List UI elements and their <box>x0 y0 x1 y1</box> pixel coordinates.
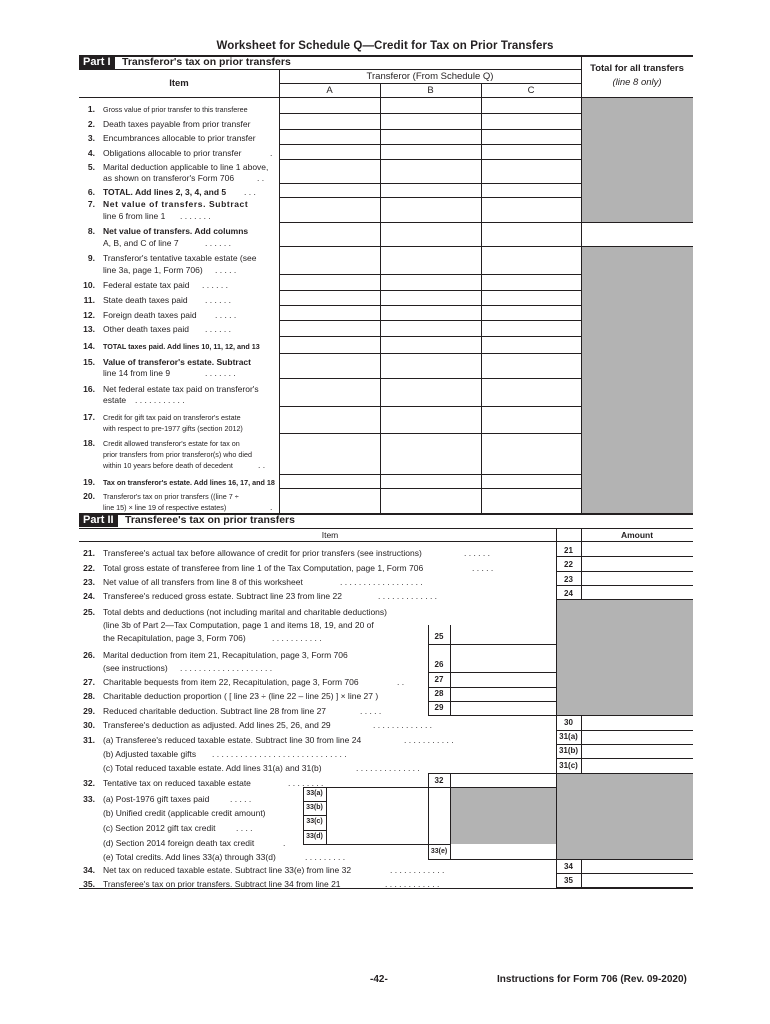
total-subheader: (line 8 only) <box>612 77 662 88</box>
part2-bottom-rule <box>79 888 693 889</box>
line-number: 29. <box>83 706 95 716</box>
leader-dots: . . . . . . . <box>205 368 236 378</box>
leader-dots: . <box>283 838 286 848</box>
line-number: 18. <box>83 438 95 448</box>
line-text-2: line 14 from line 9 <box>103 368 171 378</box>
line-text: Net federal estate tax paid on transferor's <box>103 384 259 394</box>
row-rule <box>428 687 556 688</box>
line-number: 27. <box>83 677 95 687</box>
row-rule <box>279 305 581 306</box>
line-number: 12. <box>83 310 95 320</box>
row-rule <box>556 571 693 572</box>
line-text-2: (see instructions) <box>103 663 168 673</box>
line-number: 32. <box>83 778 95 788</box>
part1-header-rule <box>79 69 581 70</box>
inner-shade <box>450 787 556 844</box>
leader-dots: . . <box>397 677 405 687</box>
line-text: TOTAL. Add lines 2, 3, 4, and 5 <box>103 187 227 197</box>
line-number: 6. <box>87 187 95 197</box>
leader-dots: . . . <box>244 187 256 197</box>
amount-shade-mid <box>557 599 693 715</box>
line-text-2: prior transfers from prior transferor(s) who died <box>103 450 252 459</box>
line-number: 19. <box>83 477 95 487</box>
row-rule <box>279 144 581 145</box>
line-text: Credit allowed transferor's estate for tax on <box>103 439 240 448</box>
line-text: Value of transferor's estate. Subtract <box>103 357 251 367</box>
line-number: 15. <box>83 357 95 367</box>
line-number: 28. <box>83 691 95 701</box>
leader-dots: . . . . . <box>360 706 382 716</box>
total-header: Total for all transfers <box>590 63 684 74</box>
line-box-number: 31(b) <box>558 746 579 755</box>
form-footer: Instructions for Form 706 (Rev. 09-2020) <box>497 974 687 985</box>
leader-dots: . . . . . . . . . . . . <box>390 865 445 875</box>
row-rule <box>428 859 693 860</box>
line-text: Obligations allocable to prior transfer <box>103 148 242 158</box>
col-b-left-line <box>380 83 381 513</box>
part1-label: Part I <box>79 56 115 69</box>
line-box-number: 33(e) <box>430 848 448 855</box>
line-box-number: 29 <box>434 703 444 712</box>
part2-title: Transferee's tax on prior transfers <box>125 514 295 526</box>
row-rule <box>556 730 693 731</box>
line-number: 17. <box>83 412 95 422</box>
row-rule <box>279 183 581 184</box>
column-a-header: A <box>326 85 333 96</box>
line-number: 23. <box>83 577 95 587</box>
part2-header-bottom <box>79 541 693 542</box>
leader-dots: . . <box>258 460 266 470</box>
leader-dots: . . . . . . <box>202 280 228 290</box>
leader-dots: . . . . . <box>472 563 494 573</box>
row-rule <box>428 715 693 716</box>
line-text: Reduced charitable deduction. Subtract line 28 from line 27 <box>103 706 327 716</box>
midbox-right-line <box>450 625 451 716</box>
row-rule <box>279 197 581 198</box>
line-number: 11. <box>83 295 95 305</box>
line-box-number: 25 <box>434 632 444 641</box>
row-rule <box>428 644 556 645</box>
line-text-3: the Recapitulation, page 3, Form 706) <box>103 633 246 643</box>
line-number: 33. <box>83 794 95 804</box>
leader-dots: . . . . . . . . . . . <box>135 395 185 405</box>
line-text: Foreign death taxes paid <box>103 310 197 320</box>
line-box-number: 23 <box>564 575 573 584</box>
total-shade-upper <box>582 98 693 222</box>
line-text-2: (line 3b of Part 2—Tax Computation, page 1 and items 18, 19, and 20 of <box>103 620 374 630</box>
item-header: Item <box>169 78 189 89</box>
leader-dots: . . . . . . . . . . . . . . <box>356 763 420 773</box>
line-box-number: 24 <box>564 589 573 598</box>
line-text: Total debts and deductions (not including marital and charitable deductions) <box>103 607 387 617</box>
part2-item-header: Item <box>321 530 339 540</box>
leader-dots: . . . . <box>236 823 253 833</box>
line-text: State death taxes paid <box>103 295 188 305</box>
row-rule <box>279 433 581 434</box>
line-box-number: 31(c) <box>559 761 578 770</box>
leader-dots: . <box>270 148 273 158</box>
leader-dots: . . . . . . <box>205 295 231 305</box>
line-number: 2. <box>87 119 95 129</box>
col-a-left-line <box>279 69 280 513</box>
line-number: 9. <box>87 253 95 263</box>
row-rule <box>279 222 693 223</box>
line-box-number: 27 <box>434 675 444 684</box>
row-rule <box>556 873 693 874</box>
line-number: 8. <box>87 226 95 236</box>
line-box-number: 35 <box>564 876 573 885</box>
line-number: 31. <box>83 735 95 745</box>
line-text: (a) Post-1976 gift taxes paid <box>103 794 210 804</box>
line-text: (a) Transferee's reduced taxable estate. Subtract line 30 from line 24 <box>103 735 362 745</box>
line-number: 20. <box>83 491 95 501</box>
line-number: 25. <box>83 607 95 617</box>
row-rule <box>556 744 693 745</box>
leader-dots: . . . . . . . . . . . . . <box>378 591 438 601</box>
row-rule <box>556 585 693 586</box>
line-text: (c) Total reduced taxable estate. Add lines 31(a) and 31(b) <box>103 763 322 773</box>
leader-dots: . . . . . . <box>464 548 490 558</box>
line-text-2: line 3a, page 1, Form 706) <box>103 265 203 275</box>
row-rule <box>279 246 693 247</box>
line-text: (b) Adjusted taxable gifts <box>103 749 197 759</box>
row-rule <box>428 672 556 673</box>
line-text: Net tax on reduced taxable estate. Subtract line 33(e) from line 32 <box>103 865 352 875</box>
row-rule <box>279 129 581 130</box>
line-text: Encumbrances allocable to prior transfer <box>103 133 256 143</box>
line-text: Transferee's reduced gross estate. Subtract line 23 from line 22 <box>103 591 342 601</box>
leader-dots: . . . . . . . . . <box>305 852 346 862</box>
line-text: Transferee's deduction as adjusted. Add lines 25, 26, and 29 <box>103 720 331 730</box>
line-box-number: 31(a) <box>559 732 578 741</box>
row-rule <box>279 336 581 337</box>
amount-header: Amount <box>620 530 654 540</box>
line-number: 5. <box>87 162 95 172</box>
line-number: 4. <box>87 148 95 158</box>
line-number: 16. <box>83 384 95 394</box>
line-text: (d) Section 2014 foreign death tax credit <box>103 838 255 848</box>
line-text-2: with respect to pre-1977 gifts (section 2012) <box>103 424 243 433</box>
line-text: Transferor's tax on prior transfers ((line 7 ÷ <box>103 492 239 501</box>
leader-dots: . . . . . . . . <box>288 778 324 788</box>
row-rule <box>428 701 556 702</box>
line-box-number: 30 <box>564 718 573 727</box>
line-box-number: 22 <box>564 560 573 569</box>
line-number: 1. <box>87 104 95 114</box>
line-number: 13. <box>83 324 95 334</box>
smallbox-right-line <box>326 787 327 845</box>
line-number: 34. <box>83 865 95 875</box>
col-c-left-line <box>481 83 482 513</box>
line-text: Net value of transfers. Subtract <box>103 199 249 209</box>
line-number: 24. <box>83 591 95 601</box>
leader-dots: . . . . . . . . . . . <box>404 735 454 745</box>
line-number: 35. <box>83 879 95 889</box>
row-rule <box>303 787 556 788</box>
leader-dots: . . <box>257 173 265 183</box>
page-number: -42- <box>370 974 388 985</box>
line-box-number: 34 <box>564 862 573 871</box>
line-text: Charitable bequests from item 22, Recapitulation, page 3, Form 706 <box>103 677 359 687</box>
leader-dots: . . . . . . . . . . . . . . . . . . <box>340 577 423 587</box>
leader-dots: . . . . . . <box>205 324 231 334</box>
line-text: Charitable deduction proportion ( [ line 23 ÷ (line 22 – line 25) ] × line 27 ) <box>103 691 379 701</box>
line-box-number: 21 <box>564 546 573 555</box>
line-text: Net value of all transfers from line 8 of this worksheet <box>103 577 303 587</box>
row-rule <box>428 773 693 774</box>
row-rule <box>279 320 581 321</box>
line-text: Tentative tax on reduced taxable estate <box>103 778 251 788</box>
line-number: 21. <box>83 548 95 558</box>
line-text: Net value of transfers. Add columns <box>103 226 249 236</box>
line-text: Other death taxes paid <box>103 324 190 334</box>
leader-dots: . . . . . <box>215 310 237 320</box>
leader-dots: . . . . . <box>230 794 252 804</box>
leader-dots: . . . . . . . . . . . . . . . . . . . . . . . . . . . . . <box>212 749 347 759</box>
row-rule <box>279 290 581 291</box>
line-text-2: as shown on transferor's Form 706 <box>103 173 235 183</box>
line-text: (b) Unified credit (applicable credit amount) <box>103 808 266 818</box>
row-rule <box>279 474 581 475</box>
leader-dots: . . . . . . . . . . . <box>272 633 322 643</box>
line-text: Tax on transferor's estate. Add lines 16, 17, and 18 <box>103 478 275 487</box>
line-text: Marital deduction applicable to line 1 above, <box>103 162 269 172</box>
line-text-2: line 6 from line 1 <box>103 211 166 221</box>
row-rule <box>303 801 326 802</box>
transferor-sub-rule <box>279 83 581 84</box>
total-shade-lower <box>582 246 693 513</box>
row-rule <box>556 599 693 600</box>
line-text: Credit for gift tax paid on transferor's estate <box>103 413 241 422</box>
line-number: 7. <box>87 199 95 209</box>
line-text: (c) Section 2012 gift tax credit <box>103 823 216 833</box>
row-rule <box>279 113 581 114</box>
leader-dots: . . . . . <box>215 265 237 275</box>
midbox2-right-line <box>450 773 451 859</box>
line-text-3: within 10 years before death of decedent <box>103 461 233 470</box>
line-number: 3. <box>87 133 95 143</box>
row-rule <box>279 274 581 275</box>
line-text: Transferor's tentative taxable estate (see <box>103 253 257 263</box>
line-number: 30. <box>83 720 95 730</box>
leader-dots: . <box>270 502 273 512</box>
line-text: Death taxes payable from prior transfer <box>103 119 251 129</box>
line-box-number: 33(d) <box>306 833 323 840</box>
line-box-number: 28 <box>434 689 444 698</box>
line-text-2: A, B, and C of line 7 <box>103 238 179 248</box>
line-number: 10. <box>83 280 95 290</box>
part2-header-rule <box>79 528 693 529</box>
row-rule <box>279 406 581 407</box>
row-rule <box>556 556 693 557</box>
line-box-number: 33(b) <box>306 804 323 811</box>
worksheet-title: Worksheet for Schedule Q—Credit for Tax on Prior Transfers <box>216 40 554 52</box>
leader-dots: . . . . . . <box>205 238 231 248</box>
row-rule <box>303 830 326 831</box>
line-number: 22. <box>83 563 95 573</box>
column-c-header: C <box>527 85 535 96</box>
line-text: TOTAL taxes paid. Add lines 10, 11, 12, and 13 <box>103 342 260 351</box>
line-text-2: estate <box>103 395 127 405</box>
row-rule <box>279 159 581 160</box>
row-rule <box>556 758 693 759</box>
amount-shade-lower <box>557 773 693 859</box>
part2-label: Part II <box>79 514 118 527</box>
row-rule <box>303 815 326 816</box>
line-text: Marital deduction from item 21, Recapitulation, page 3, Form 706 <box>103 650 348 660</box>
line-number: 26. <box>83 650 95 660</box>
part1-title: Transferor's tax on prior transfers <box>122 56 291 68</box>
midbox2-left-line <box>428 773 429 859</box>
line-box-number: 33(c) <box>306 818 323 825</box>
line-box-number: 33(a) <box>306 790 323 797</box>
leader-dots: . . . . . . . . . . . . . <box>373 720 433 730</box>
leader-dots: . . . . . . . . . . . . <box>385 879 440 889</box>
leader-dots: . . . . . . . <box>180 211 211 221</box>
leader-dots: . . . . . . . . . . . . . . . . . . . . <box>180 663 273 673</box>
row-rule <box>279 488 581 489</box>
line-text: Gross value of prior transfer to this transferee <box>103 105 248 114</box>
line-text: Transferee's actual tax before allowance of credit for prior transfers (see instructions) <box>103 548 422 558</box>
row-rule <box>279 353 581 354</box>
column-b-header: B <box>427 85 434 96</box>
line-text-2: line 15) × line 19 of respective estates) <box>103 503 227 512</box>
row-rule <box>279 378 581 379</box>
row-rule <box>303 844 450 845</box>
transferor-header: Transferor (From Schedule Q) <box>366 71 494 82</box>
line-box-number: 32 <box>434 776 444 785</box>
line-text: Total gross estate of transferee from line 1 of the Tax Computation, page 1, Form 706 <box>103 563 424 573</box>
line-text: (e) Total credits. Add lines 33(a) through 33(d) <box>103 852 276 862</box>
line-text: Transferee's tax on prior transfers. Subtract line 34 from line 21 <box>103 879 341 889</box>
line-number: 14. <box>83 341 95 351</box>
line-box-number: 26 <box>434 660 444 669</box>
line-text: Federal estate tax paid <box>103 280 190 290</box>
